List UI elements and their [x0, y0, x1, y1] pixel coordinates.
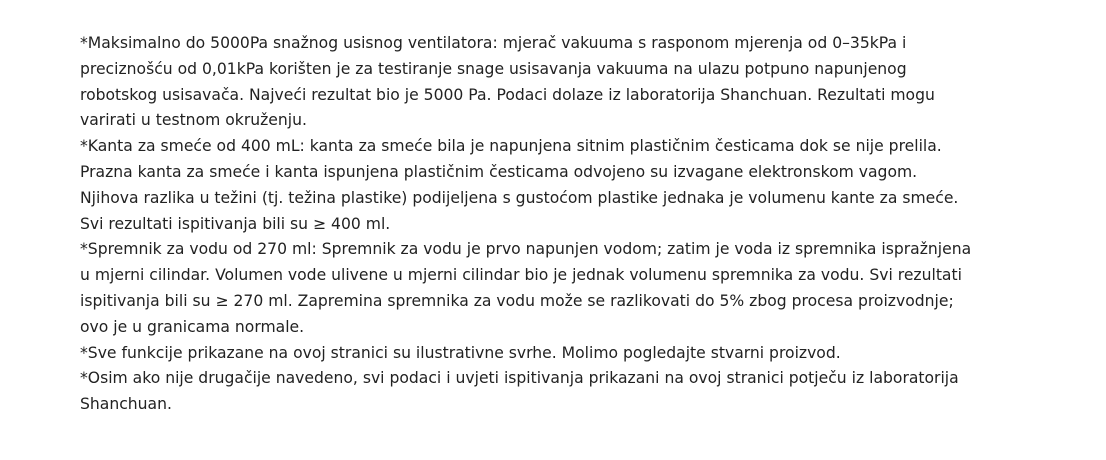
note-dustbin-line-2: Prazna kanta za smeće i kanta ispunjena plastičnim česticama odvojeno su izvagane elektronskom vagom.: [80, 162, 918, 181]
note-suction-line-2: preciznošću od 0,01kPa korišten je za testiranje snage usisavanja vakuuma na ulazu potpuno napunjenog: [80, 59, 907, 78]
note-water-tank-line-3: ispitivanja bili su ≥ 270 ml. Zapremina spremnika za vodu može se razlikovati do 5% zbog procesa proizvodnje;: [80, 291, 954, 310]
note-suction-line-1: *Maksimalno do 5000Pa snažnog usisnog ventilatora: mjerač vakuuma s rasponom mjerenja od 0–35kPa i: [80, 34, 907, 52]
note-source-line-1: *Osim ako nije drugačije navedeno, svi podaci i uvjeti ispitivanja prikazani na ovoj stranici potječu iz laboratorija: [80, 369, 959, 388]
note-water-tank-line-1: *Spremnik za vodu od 270 ml: Spremnik za vodu je prvo napunjen vodom; zatim je voda iz spremnika ispražnjena: [80, 240, 972, 259]
note-dustbin-line-1: *Kanta za smeće od 400 mL: kanta za smeće bila je napunjena sitnim plastičnim česticama dok se nije prelila.: [80, 137, 942, 156]
note-water-tank-line-4: ovo je u granicama normale.: [80, 317, 305, 336]
note-dustbin-line-4: Svi rezultati ispitivanja bili su ≥ 400 ml.: [80, 214, 391, 233]
note-suction-line-3: robotskog usisavača. Najveći rezultat bio je 5000 Pa. Podaci dolaze iz laboratorija Shanchuan. Rezultati mogu: [80, 85, 935, 104]
note-dustbin-line-3: Njihova razlika u težini (tj. težina plastike) podijeljena s gustoćom plastike jednaka je volumenu kante za smeće.: [80, 188, 959, 207]
note-suction-line-4: varirati u testnom okruženju.: [80, 111, 307, 130]
note-source-line-2: Shanchuan.: [80, 395, 172, 414]
note-illustrative-line: *Sve funkcije prikazane na ovoj stranici su ilustrativne svrhe. Molimo pogledajte stvarni proizvod.: [80, 343, 841, 362]
note-water-tank-line-2: u mjerni cilindar. Volumen vode ulivene u mjerni cilindar bio je jednak volumenu spremnika za vodu. Svi rezultati: [80, 266, 962, 285]
disclaimer-notes: [80, 31, 1070, 418]
